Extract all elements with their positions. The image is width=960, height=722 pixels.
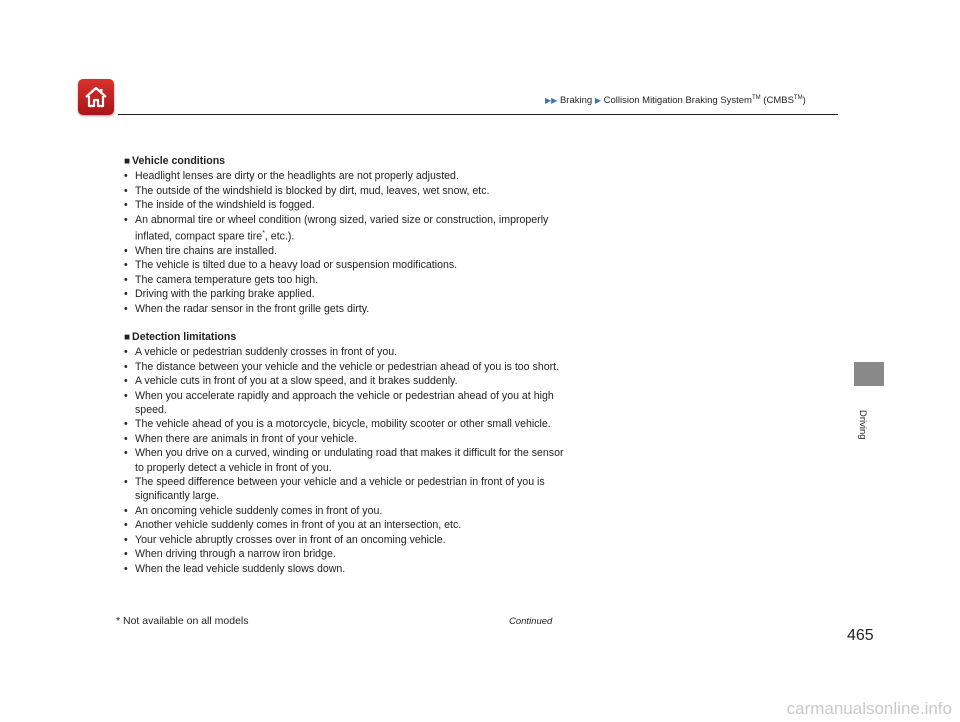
house-icon [83, 85, 109, 109]
list-item: • When the lead vehicle suddenly slows down. [124, 562, 564, 576]
breadcrumb-item[interactable]: Braking [559, 95, 593, 107]
breadcrumb-arrow-icon: ▶▶ [545, 96, 558, 106]
breadcrumb [545, 95, 806, 106]
list-item: • A vehicle cuts in front of you at a slow speed, and it brakes suddenly. [124, 374, 564, 388]
list-item: • The camera temperature gets too high. [124, 273, 564, 287]
list-item: • When you accelerate rapidly and approach the vehicle or pedestrian ahead of you at high speed. [124, 389, 564, 418]
section-heading: ■ Vehicle conditions [124, 155, 226, 167]
list-item: • The distance between your vehicle and the vehicle or pedestrian ahead of you is too short. [124, 360, 564, 374]
square-bullet-icon: ■ [124, 156, 131, 167]
header-divider [118, 114, 838, 115]
list-item: • Driving with the parking brake applied. [124, 287, 564, 301]
continued-label: Continued [509, 616, 553, 627]
list-item: • The vehicle is tilted due to a heavy load or suspension modifications. [124, 258, 564, 272]
list-item: • When tire chains are installed. [124, 244, 564, 258]
breadcrumb-item[interactable]: Collision Mitigation Braking System™ (CMBS™) [603, 95, 806, 107]
list-item: • Another vehicle suddenly comes in front of you at an intersection, etc. [124, 518, 564, 532]
list-item: • When there are animals in front of your vehicle. [124, 432, 564, 446]
chapter-tab[interactable] [854, 362, 884, 386]
chapter-label: Driving [857, 410, 868, 440]
breadcrumb-arrow-icon: ▶ [594, 96, 601, 106]
footnote: * Not available on all models [116, 615, 249, 627]
list-item: • The vehicle ahead of you is a motorcycle, bicycle, mobility scooter or other small vehicle. [124, 417, 564, 431]
list-item: • The outside of the windshield is blocked by dirt, mud, leaves, wet snow, etc. [124, 184, 564, 198]
list-item: • When the radar sensor in the front grille gets dirty. [124, 302, 564, 316]
list-item: • When you drive on a curved, winding or undulating road that makes it difficult for the sensor to properly detect a vehicle in front of you. [124, 446, 564, 475]
list-item: • The inside of the windshield is fogged. [124, 198, 564, 212]
footnote-marker: * [262, 230, 265, 238]
list-item: • A vehicle or pedestrian suddenly crosses in front of you. [124, 345, 564, 359]
condition-list [124, 169, 564, 316]
list-item: • Your vehicle abruptly crosses over in front of an oncoming vehicle. [124, 533, 564, 547]
list-item: • An oncoming vehicle suddenly comes in front of you. [124, 504, 564, 518]
list-item: • When driving through a narrow iron bridge. [124, 547, 564, 561]
list-item: • Headlight lenses are dirty or the headlights are not properly adjusted. [124, 169, 564, 183]
home-button[interactable] [78, 79, 114, 115]
list-item: • The speed difference between your vehicle and a vehicle or pedestrian in front of you is significantly large. [124, 475, 564, 504]
square-bullet-icon: ■ [124, 332, 131, 343]
section-heading: ■ Detection limitations [124, 331, 237, 343]
limitation-list [124, 345, 564, 576]
page-number: 465 [847, 627, 874, 644]
watermark: carmanualsonline.info [786, 699, 952, 718]
list-item: • An abnormal tire or wheel condition (wrong sized, varied size or construction, improperly inflated, compact spare tire*, etc.). [124, 213, 564, 244]
page-body [124, 154, 564, 576]
